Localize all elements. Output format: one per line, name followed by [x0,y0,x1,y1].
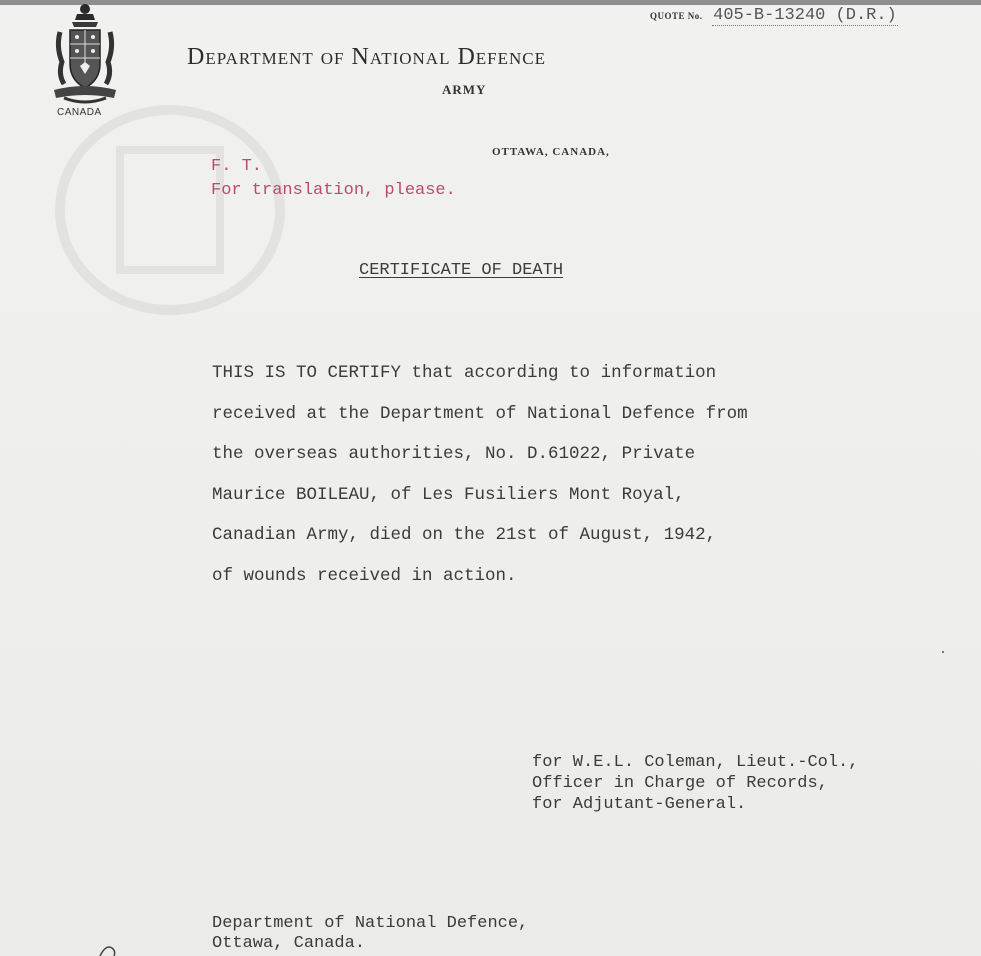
certificate-line: received at the Department of National Defence from [212,403,748,424]
signature-line: Officer in Charge of Records, [532,774,828,793]
department-title: Department of National Defence [187,44,547,70]
annotation-request: For translation, please. [211,181,456,200]
quote-number-value: 405-B-13240 (D.R.) [713,6,897,25]
pen-mark-icon [96,942,126,956]
canada-coat-of-arms-icon [50,2,120,106]
signature-block [532,752,858,815]
signature-line: for Adjutant-General. [532,795,747,814]
certificate-line: THIS IS TO CERTIFY that according to information [212,363,717,383]
city-line: OTTAWA, CANADA, [492,146,610,158]
quote-number-field [650,6,898,25]
footer-address [212,914,528,954]
certificate-line: Canadian Army, died on the 21st of August, 1942, [212,525,717,545]
certificate-title: CERTIFICATE OF DEATH [359,261,564,280]
address-line: Ottawa, Canada. [212,934,366,953]
certificate-body [212,362,748,605]
signature-line: for W.E.L. Coleman, Lieut.-Col., [532,753,859,772]
annotation-initials: F. T. [211,157,263,176]
certificate-line: of wounds received in action. [212,565,517,586]
quote-number-label: QUOTE No. [650,11,703,21]
paper-speck [942,651,944,653]
crest-country-label: CANADA [57,107,102,118]
certificate-line: the overseas authorities, No. D.61022, Private [212,444,696,464]
department-branch: ARMY [442,82,487,97]
address-line: Department of National Defence, [212,914,529,933]
watermark-crest-icon [40,90,300,330]
certificate-line: Maurice BOILEAU, of Les Fusiliers Mont Royal, [212,484,685,505]
